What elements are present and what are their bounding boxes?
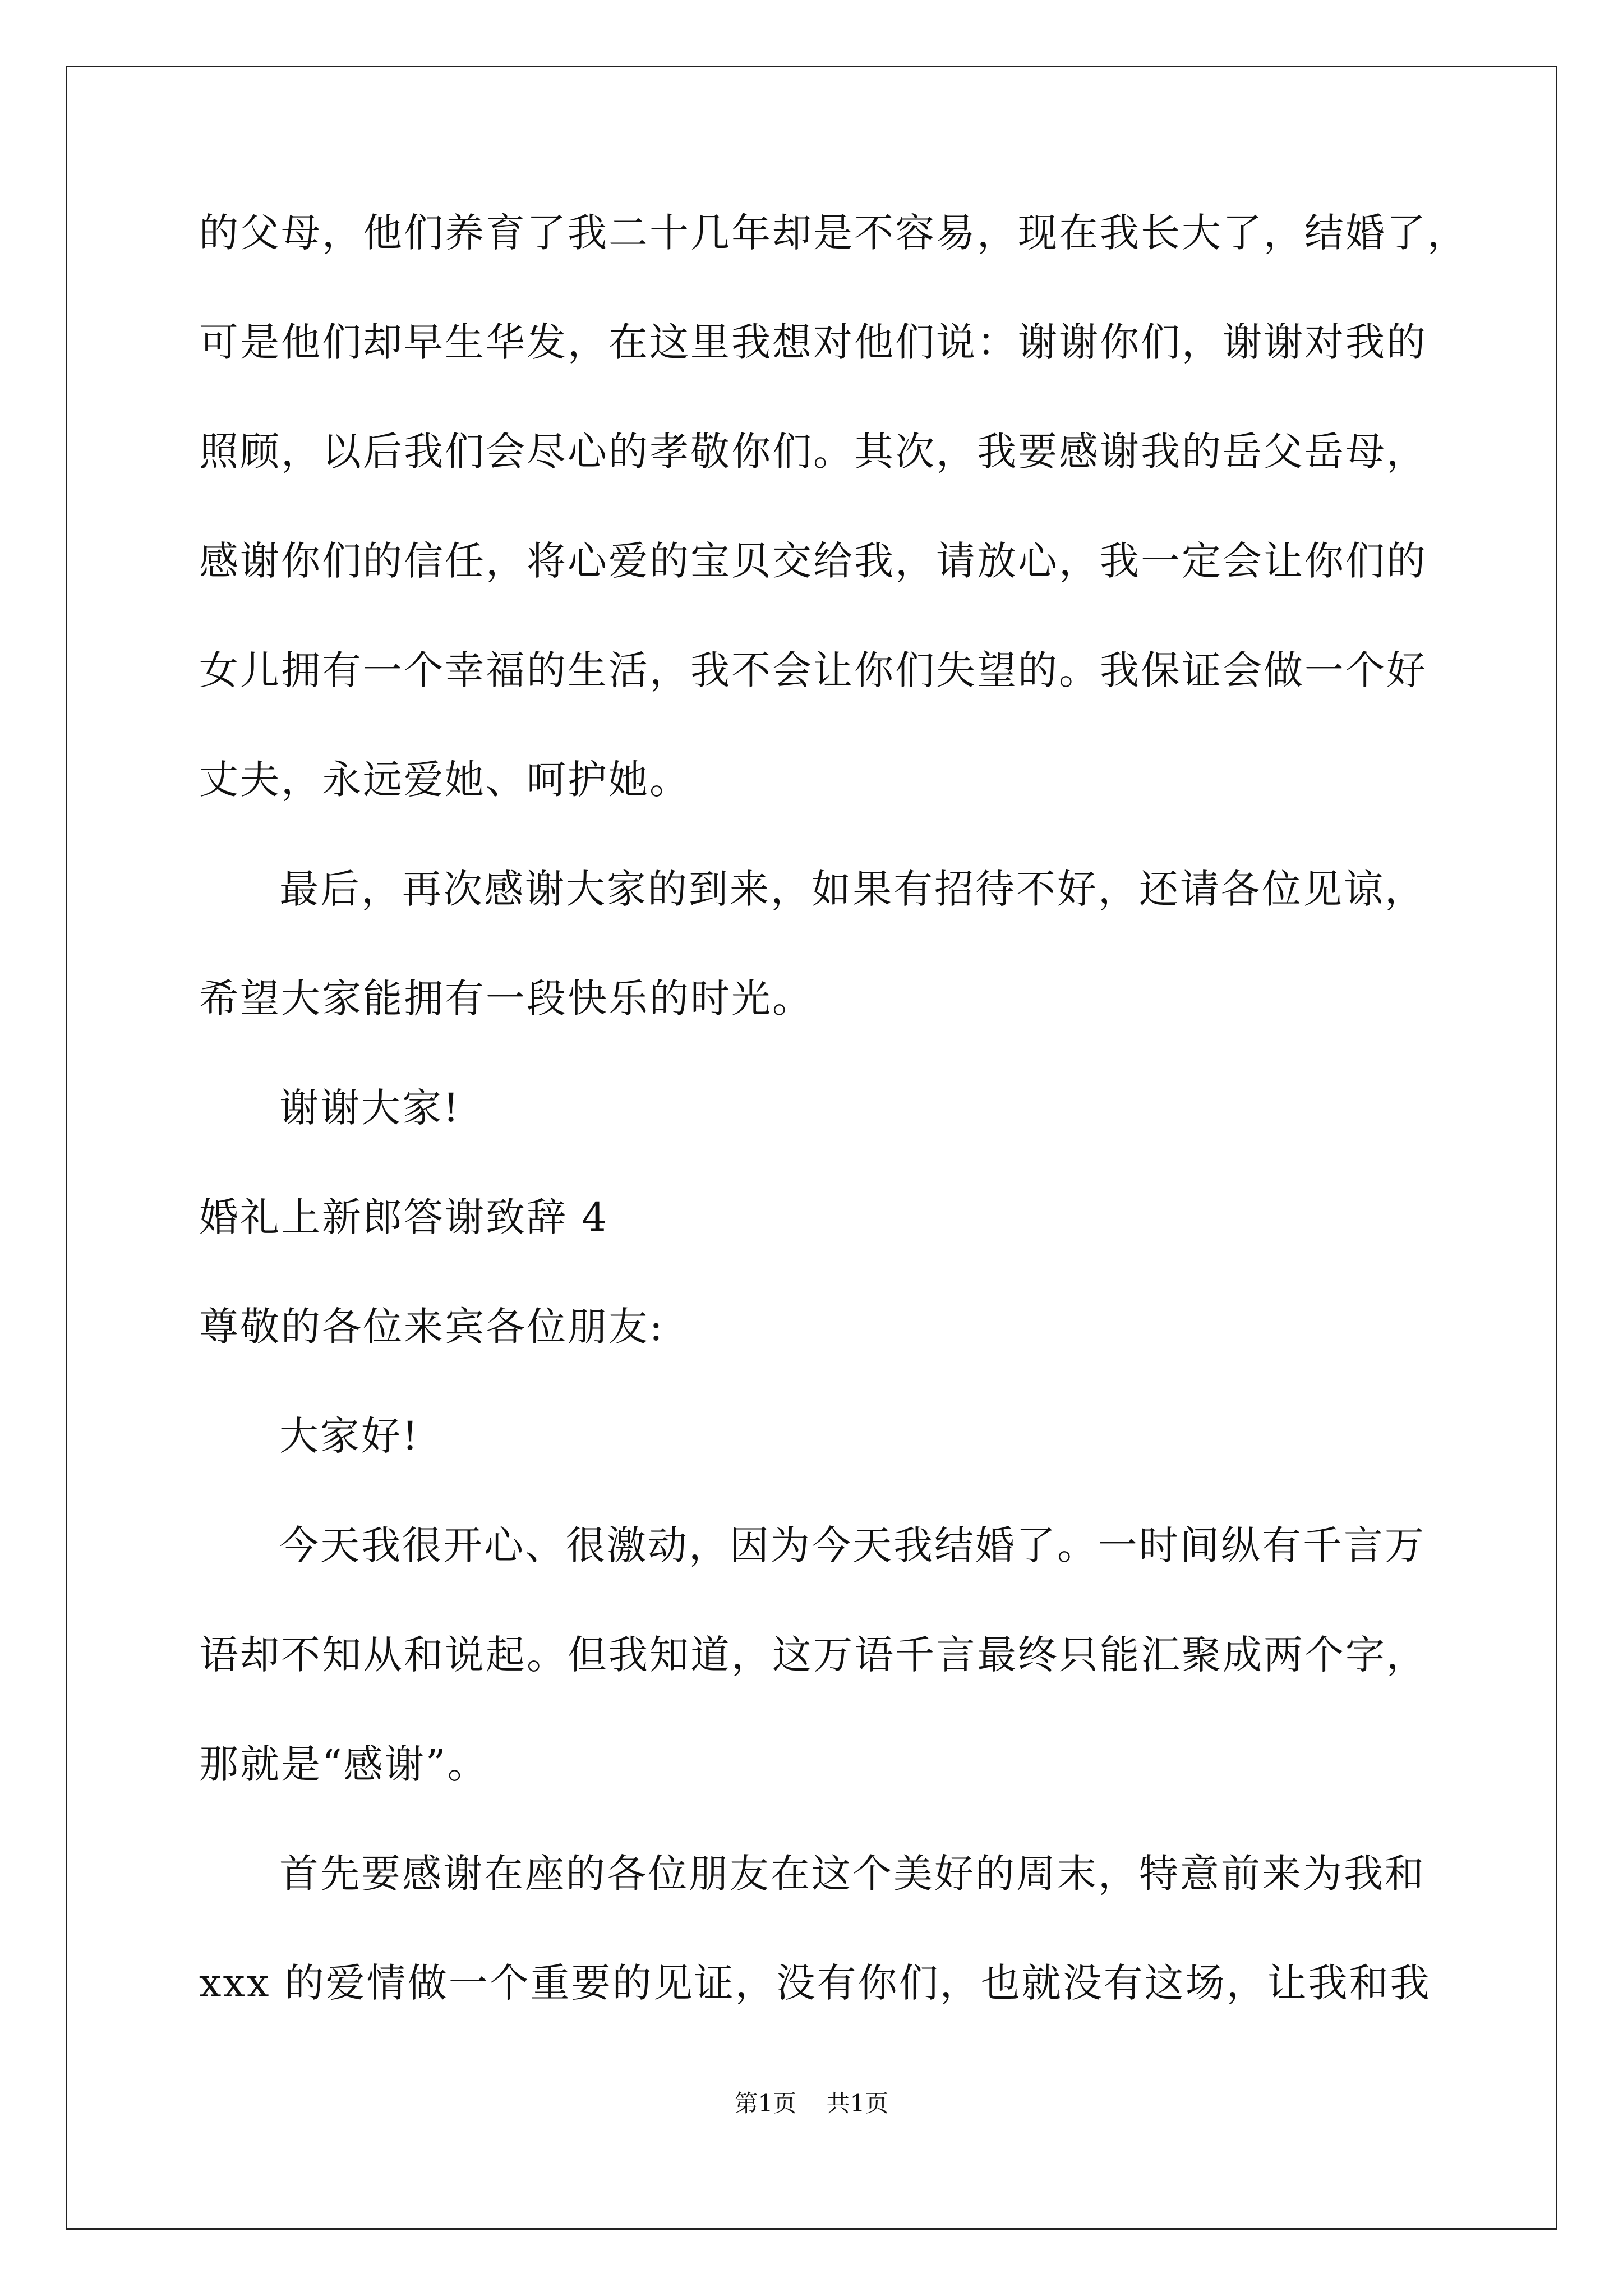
text-line: 感谢你们的信任，将心爱的宝贝交给我，请放心，我一定会让你们的 [199, 538, 1427, 584]
paragraph-first-line: 今天我很开心、很激动，因为今天我结婚了。一时间纵有千言万 [279, 1522, 1426, 1568]
page-border [66, 66, 1557, 2230]
text-line: 希望大家能拥有一段快乐的时光。 [199, 976, 813, 1022]
closing-thanks: 谢谢大家! [279, 1085, 461, 1131]
paragraph-first-line: 首先要感谢在座的各位朋友在这个美好的周末，特意前来为我和 [279, 1851, 1426, 1897]
page-total: 共1页 [826, 2090, 889, 2117]
salutation: 尊敬的各位来宾各位朋友: [199, 1304, 665, 1350]
text-line: 女儿拥有一个幸福的生活，我不会让你们失望的。我保证会做一个好 [199, 647, 1427, 693]
section-heading: 婚礼上新郎答谢致辞 4 [199, 1194, 608, 1240]
greeting: 大家好! [279, 1413, 420, 1459]
text-line: 语却不知从和说起。但我知道，这万语千言最终只能汇聚成两个字， [199, 1632, 1427, 1678]
text-line: 那就是“感谢”。 [199, 1741, 488, 1787]
text-line: 丈夫，永远爱她、呵护她。 [199, 757, 690, 803]
text-line: 的父母，他们养育了我二十几年却是不容易，现在我长大了，结婚了， [199, 210, 1468, 256]
page-number: 第1页 [734, 2090, 797, 2117]
page-footer [0, 2087, 1623, 2120]
text-line: 照顾，以后我们会尽心的孝敬你们。其次，我要感谢我的岳父岳母， [199, 429, 1427, 475]
text-line: xxx 的爱情做一个重要的见证，没有你们，也就没有这场，让我和我 [199, 1960, 1431, 2006]
text-line: 可是他们却早生华发，在这里我想对他们说：谢谢你们，谢谢对我的 [199, 319, 1427, 365]
paragraph-first-line: 最后，再次感谢大家的到来，如果有招待不好，还请各位见谅， [279, 866, 1426, 912]
